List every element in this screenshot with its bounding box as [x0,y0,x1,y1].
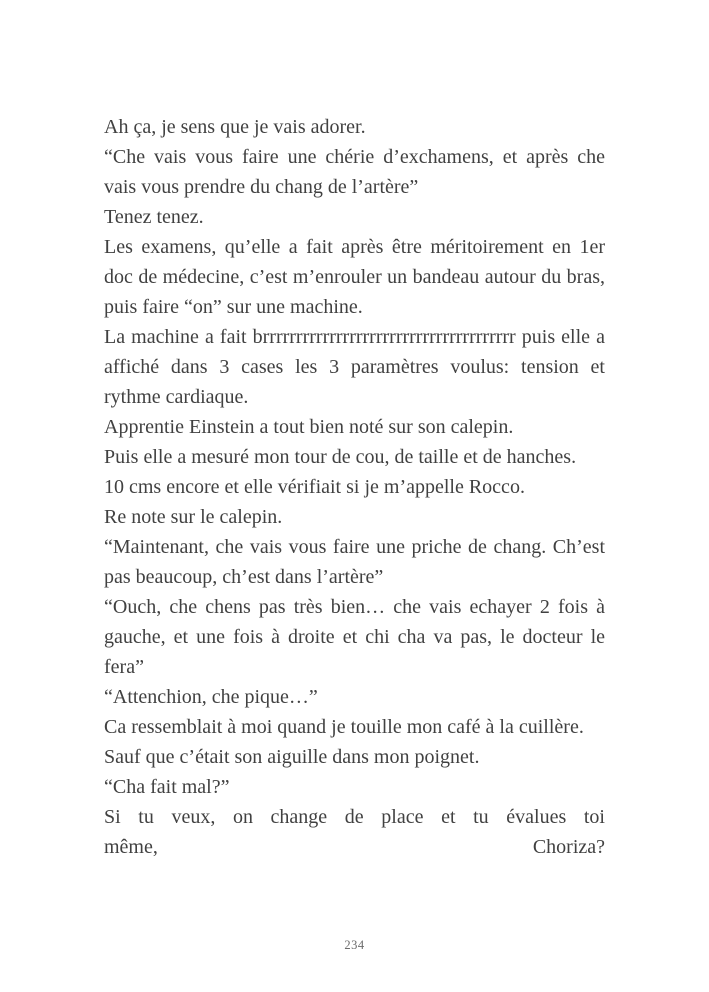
page-number: 234 [344,938,365,952]
paragraph: Les examens, qu’elle a fait après être méritoirement en 1er doc de médecine, c’est m’enrouler un bandeau autour du bras, puis faire “on” sur une machine. [104,236,605,318]
paragraph: 10 cms encore et elle vérifiait si je m’appelle Rocco. [104,476,525,498]
paragraph: Ah ça, je sens que je vais adorer. [104,116,366,138]
paragraph: “Ouch, che chens pas très bien… che vais echayer 2 fois à gauche, et une fois à droite et chi cha va pas, le docteur le fera” [104,596,605,678]
paragraph: Puis elle a mesuré mon tour de cou, de taille et de hanches. [104,446,577,468]
paragraph: Re note sur le calepin. [104,506,283,528]
paragraph: La machine a fait brrrrrrrrrrrrrrrrrrrrrrrrrrrrrrrrrrrrrr puis elle a affiché dans 3 cases les 3 paramètres voulus: tension et rythme cardiaque. [104,326,605,408]
paragraph: “Maintenant, che vais vous faire une priche de chang. Ch’est pas beaucoup, ch’est dans l’artère” [104,536,605,588]
paragraph: “Attenchion, che pique…” [104,686,318,708]
paragraph: Apprentie Einstein a tout bien noté sur son calepin. [104,416,514,438]
paragraph: Sauf que c’était son aiguille dans mon poignet. [104,746,480,768]
closing-first-line: Si tu veux, on change de place et tu évalues toi [104,806,605,828]
text-block [104,112,605,862]
closing-left-word: même, [104,836,158,858]
paragraph: “Cha fait mal?” [104,776,230,798]
paragraph: “Che vais vous faire une chérie d’exchamens, et après che vais vous prendre du chang de l’artère” [104,146,605,198]
paragraph: Tenez tenez. [104,206,204,228]
paragraph: Ca ressemblait à moi quand je touille mon café à la cuillère. [104,716,584,738]
closing-right-word: Choriza? [532,836,605,858]
closing-last-line [104,832,605,862]
